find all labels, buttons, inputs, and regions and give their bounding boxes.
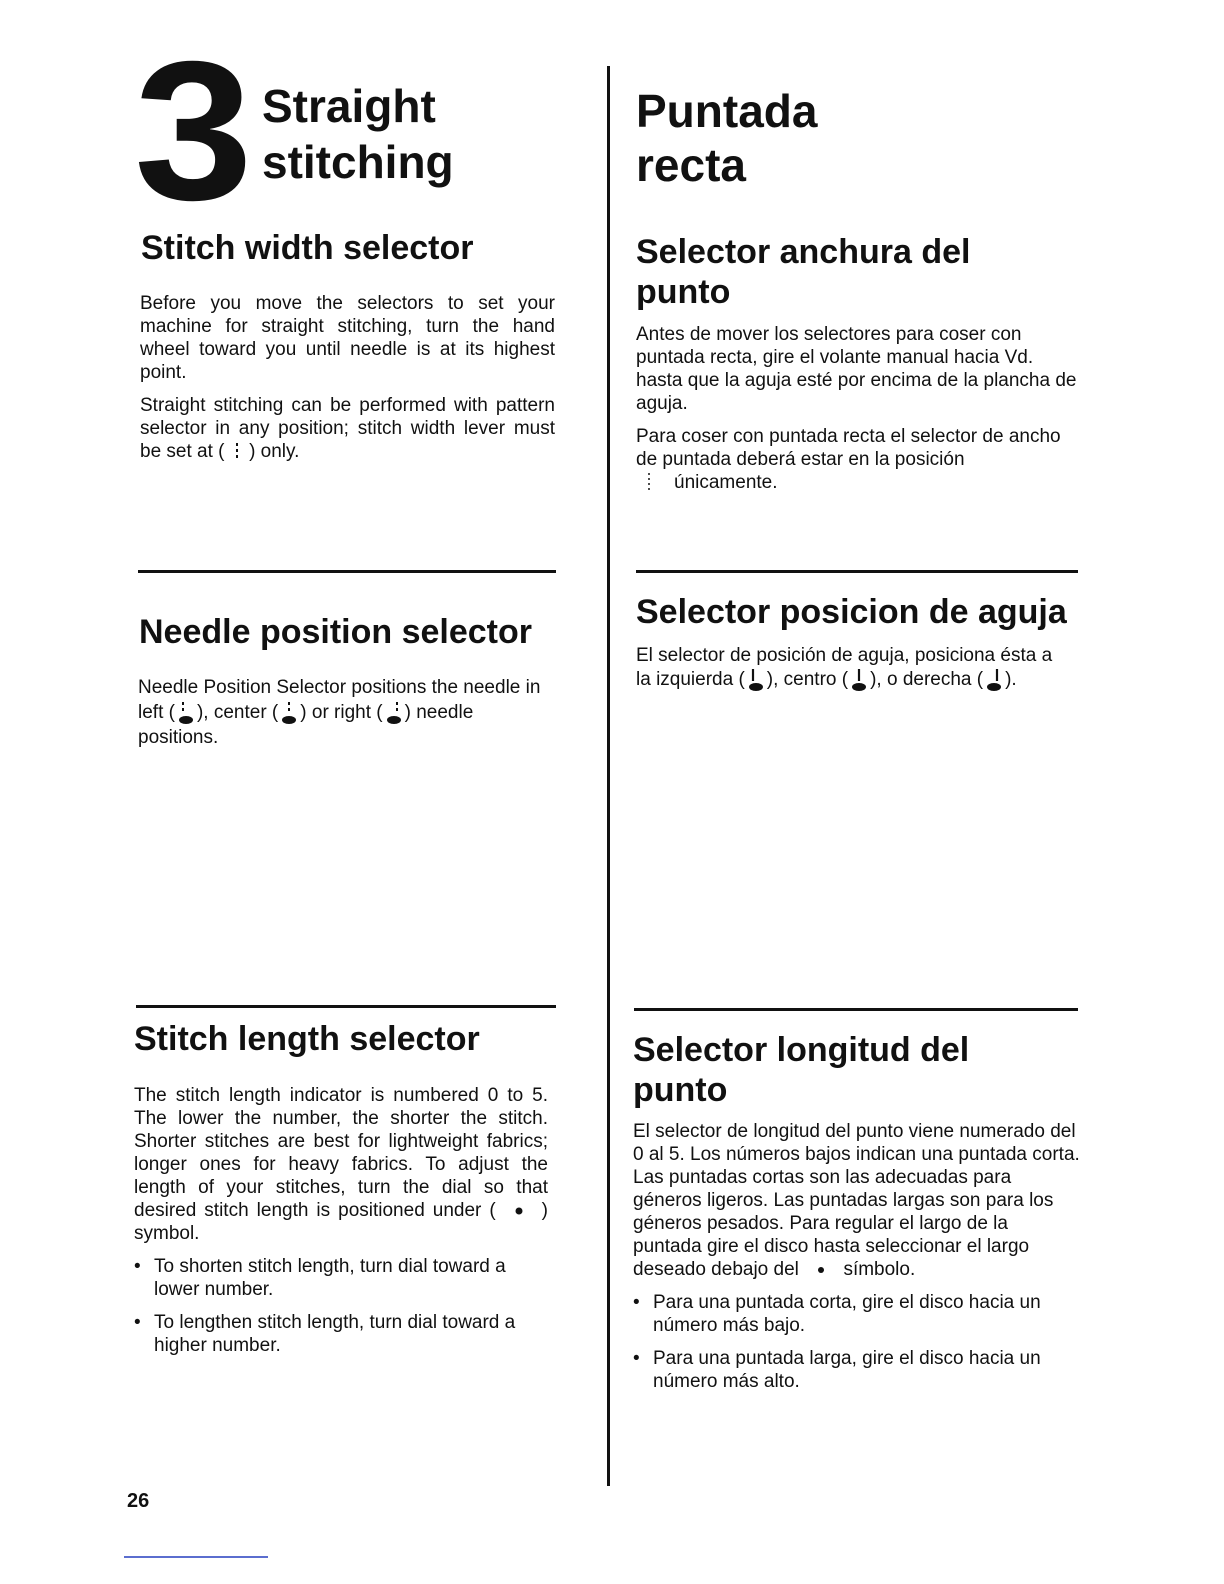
section-rule <box>634 1008 1078 1011</box>
stitch-length-text <box>134 1084 548 1367</box>
selector-posicion-text-2: ), centro ( <box>766 669 849 691</box>
selector-anchura-heading-line1: Selector anchura del <box>636 233 971 271</box>
section-rule <box>138 570 556 573</box>
list-item: • To lengthen stitch length, turn dial toward a higher number. <box>134 1311 548 1357</box>
stitch-width-p2-end: ) only. <box>249 441 300 462</box>
selector-posicion-heading: Selector posicion de aguja <box>636 593 1067 631</box>
needle-left-icon <box>745 667 767 693</box>
spanish-title-line2: recta <box>636 139 746 191</box>
section-rule <box>136 1005 556 1008</box>
stitch-length-heading: Stitch length selector <box>134 1020 480 1058</box>
needle-position-heading: Needle position selector <box>139 613 532 651</box>
needle-position-text-4: ) needle positions. <box>138 702 474 748</box>
needle-center-icon <box>848 667 870 693</box>
selector-anchura-p2-text: Para coser con puntada recta el selector de ancho de puntada deberá estar en la posición <box>636 426 1061 470</box>
bullet-symbol-icon <box>812 1263 830 1277</box>
spanish-title <box>636 84 817 192</box>
straight-stitch-symbol-icon <box>642 471 656 495</box>
stitch-width-heading: Stitch width selector <box>141 229 474 267</box>
stitch-width-text <box>140 292 555 473</box>
selector-longitud-heading-line2: punto <box>633 1071 728 1109</box>
selector-longitud-heading-line1: Selector longitud del <box>633 1031 970 1069</box>
footer-line <box>124 1556 268 1558</box>
bullet-symbol-icon <box>510 1204 528 1218</box>
needle-position-text-2: ), center ( <box>196 702 279 724</box>
selector-longitud-p1-text: El selector de longitud del punto viene numerado del 0 al 5. Los números bajos indican una puntada corta. Las puntadas cortas son las adecuadas para géneros ligeros. Las puntadas largas son para los géneros pesados. Para regular el largo de la puntada gire el disco hasta seleccionar el largo deseado debajo del <box>633 1121 1080 1280</box>
needle-left-icon <box>175 700 197 726</box>
list-item: • Para una puntada larga, gire el disco hacia un número más alto. <box>633 1347 1081 1393</box>
selector-longitud-bullets <box>633 1291 1081 1393</box>
selector-longitud-p1 <box>633 1120 1081 1281</box>
needle-right-icon <box>383 700 405 726</box>
stitch-length-p1-end: ) symbol. <box>134 1200 548 1244</box>
straight-stitch-symbol-icon <box>230 441 244 463</box>
selector-posicion-text-4: ). <box>1005 669 1017 691</box>
selector-posicion-text-1: El selector de posición de aguja, posiciona ésta a la izquierda ( <box>636 645 1053 691</box>
stitch-width-p2-text: Straight stitching can be performed with pattern selector in any position; stitch width lever must be set at ( <box>140 395 555 462</box>
stitch-length-p1-text: The stitch length indicator is numbered 0 to 5. The lower the number, the shorter the stitch. Shorter stitches are best for lightweight fabrics; longer ones for heavy fabrics. To adjust the length of your stitches, turn the dial so that desired stitch length is positioned under ( <box>134 1085 548 1221</box>
list-item: • Para una puntada corta, gire el disco hacia un número más bajo. <box>633 1291 1081 1337</box>
column-divider <box>607 66 610 1486</box>
needle-position-text-1: Needle Position Selector positions the needle in left ( <box>138 677 541 724</box>
selector-longitud-heading <box>633 1030 969 1110</box>
needle-position-text-3: ) or right ( <box>300 702 383 724</box>
chapter-title-line1: Straight <box>262 80 436 132</box>
stitch-width-p2 <box>140 394 555 463</box>
selector-anchura-p1: Antes de mover los selectores para coser con puntada recta, gire el volante manual hacia Vd. hasta que la aguja esté por encima de la plancha de aguja. <box>636 324 1077 414</box>
selector-posicion-text <box>636 644 1066 693</box>
chapter-title-line2: stitching <box>262 136 454 188</box>
selector-anchura-heading <box>636 232 970 312</box>
section-rule <box>636 570 1078 573</box>
selector-anchura-p2 <box>636 425 1081 495</box>
selector-posicion-text-3: ), o derecha ( <box>870 669 984 691</box>
stitch-length-p1 <box>134 1084 548 1245</box>
stitch-length-bullets <box>134 1255 548 1357</box>
needle-center-icon <box>278 700 300 726</box>
selector-longitud-text <box>633 1120 1081 1403</box>
spanish-title-line1: Puntada <box>636 85 818 137</box>
chapter-title <box>262 78 454 190</box>
selector-anchura-text <box>636 323 1081 505</box>
selector-anchura-heading-line2: punto <box>636 273 731 311</box>
page-number: 26 <box>127 1490 150 1512</box>
selector-longitud-p1-end: símbolo. <box>843 1259 916 1280</box>
stitch-width-p1: Before you move the selectors to set your machine for straight stitching, turn the hand wheel toward you until needle is at its highest point. <box>140 293 555 383</box>
needle-right-icon <box>983 667 1005 693</box>
list-item: • To shorten stitch length, turn dial toward a lower number. <box>134 1255 548 1301</box>
selector-anchura-p2-end: únicamente. <box>674 472 778 494</box>
chapter-number: 3 <box>134 20 247 241</box>
needle-position-text <box>138 676 556 750</box>
